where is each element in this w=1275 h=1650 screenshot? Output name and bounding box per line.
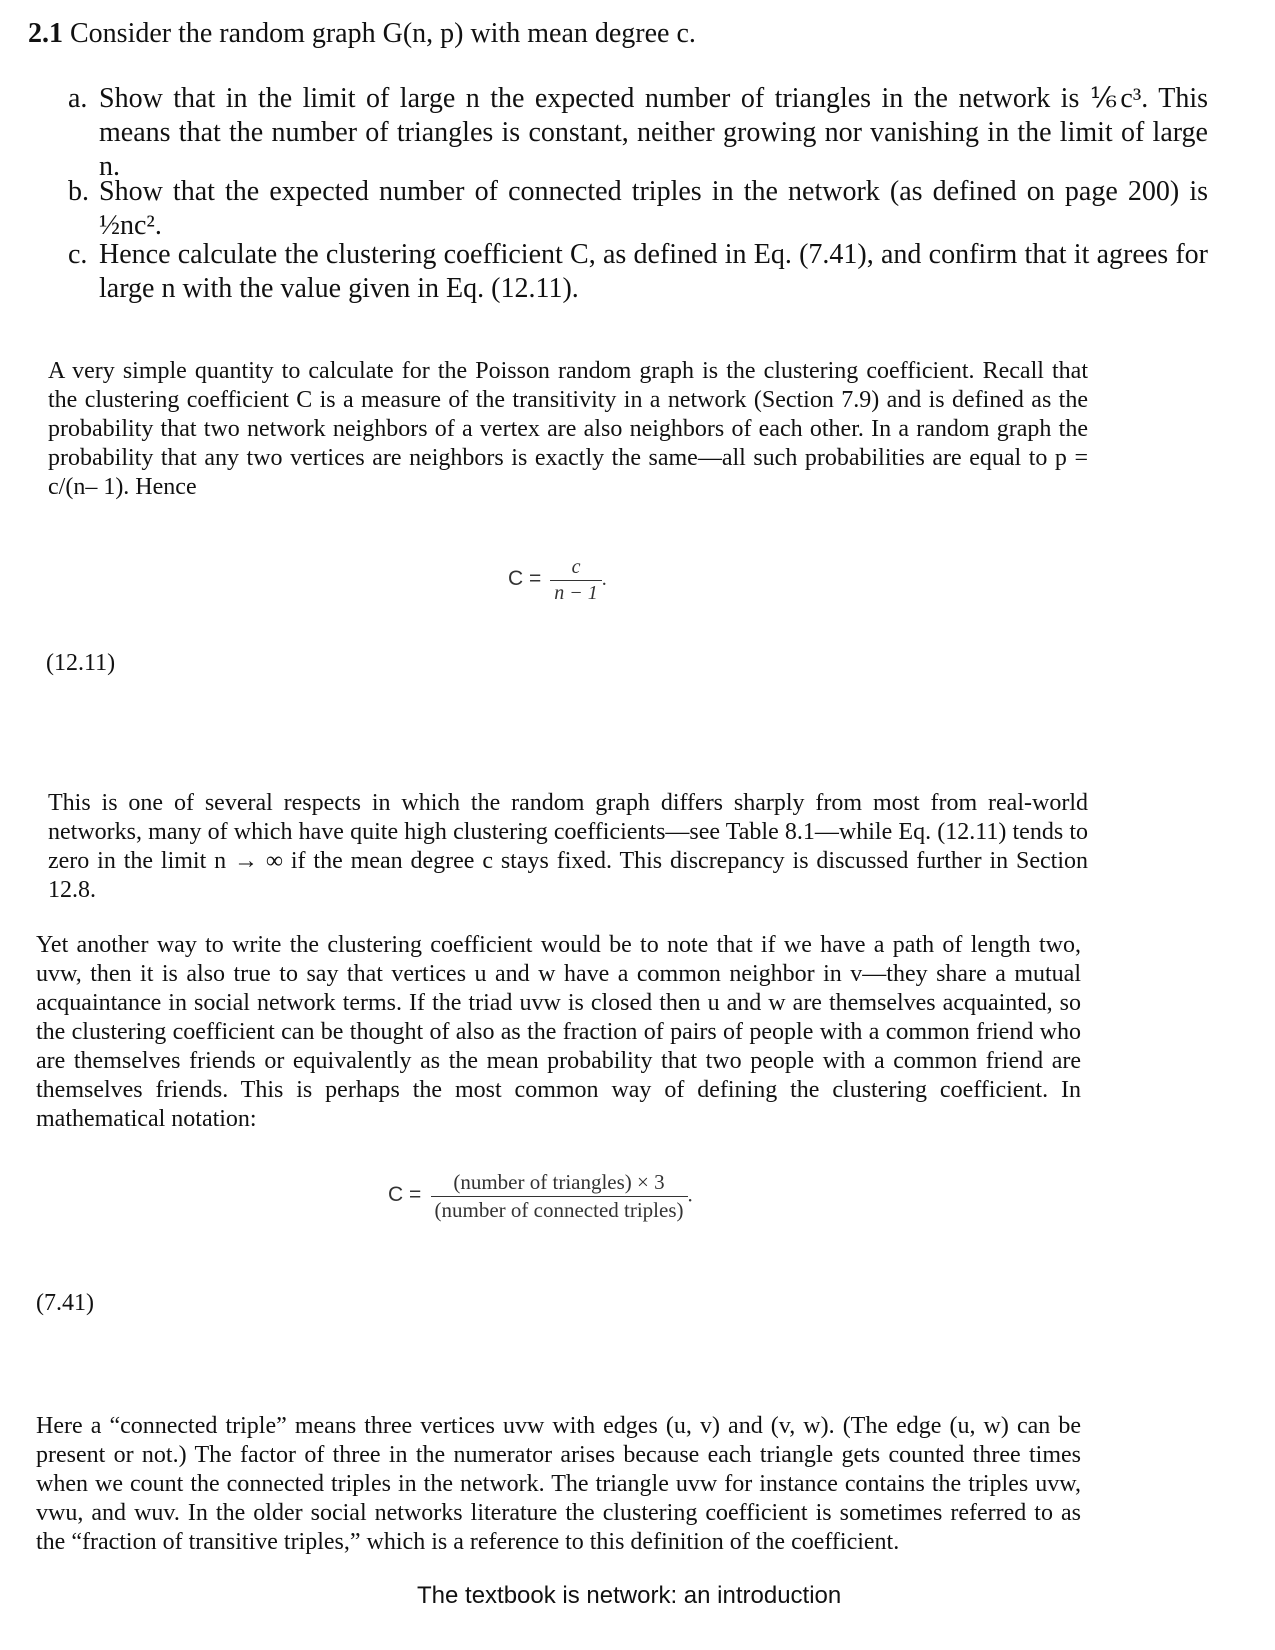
- item-label: b.: [68, 176, 89, 207]
- paragraph: Yet another way to write the clustering coefficient would be to note that if we have a path of length two, uvw, then it is also true to say that vertices u and w have a common neighbor in v—they share a mutual acquaintance in social network terms. If the triad uvw is closed then u and w are themselves acquainted, so the clustering coefficient can be thought of also as the fraction of pairs of people with a common friend who are themselves friends or equivalently as the mean probability that two people with a common friend are themselves friends. This is perhaps the most common way of defining the clustering coefficient. In mathematical notation:: [36, 932, 1081, 1132]
- fraction: [550, 556, 602, 605]
- item-label: c.: [68, 239, 88, 270]
- equation-period: .: [687, 1182, 693, 1207]
- item-text: Show that in the limit of large n the expected number of triangles in the network is ⅙c³. This means that the number of triangles is constant, neither growing nor vanishing in the limit of large n.: [99, 83, 1208, 182]
- item-text: Hence calculate the clustering coefficient C, as defined in Eq. (7.41), and confirm that it agrees for large n with the value given in Eq. (12.11).: [99, 239, 1208, 304]
- paragraph: Here a “connected triple” means three vertices uvw with edges (u, v) and (v, w). (The edge (u, w) can be present or not.) The factor of three in the numerator arises because each triangle gets counted three times when we count the connected triples in the network. The triangle uvw for instance contains the triples uvw, vwu, and wuv. In the older social networks literature the clustering coefficient is sometimes referred to as the “fraction of transitive triples,” which is a reference to this definition of the coefficient.: [36, 1413, 1081, 1555]
- equation-number: (7.41): [36, 1290, 94, 1316]
- fraction-numerator: c: [571, 556, 581, 578]
- caption: The textbook is network: an introduction: [417, 1582, 842, 1609]
- equation-7-41: [388, 1170, 693, 1223]
- list-item: [68, 82, 1208, 184]
- equation-period: .: [601, 568, 607, 591]
- fraction-denominator: n − 1: [550, 580, 602, 605]
- problem-heading: [28, 18, 1248, 50]
- equation-number: (12.11): [46, 650, 116, 676]
- list-item: [68, 238, 1208, 306]
- item-text: Show that the expected number of connected triples in the network (as defined on page 200) is ½nc².: [99, 176, 1208, 241]
- equation-12-11: [508, 556, 607, 605]
- paragraph: This is one of several respects in which the random graph differs sharply from most from real-world networks, many of which have quite high clustering coefficients—see Table 8.1—while Eq. (12.11) tends to zero in the limit n → ∞ if the mean degree c stays fixed. This discrepancy is discussed further in Section 12.8.: [48, 790, 1088, 903]
- equation-lhs: C =: [388, 1183, 422, 1207]
- fraction-denominator: (number of connected triples): [431, 1196, 688, 1223]
- equation-lhs: C =: [508, 567, 542, 591]
- fraction: [431, 1170, 688, 1223]
- fraction-numerator: (number of triangles) × 3: [453, 1170, 665, 1194]
- list-item: [68, 175, 1208, 243]
- problem-intro: Consider the random graph G(n, p) with mean degree c.: [70, 18, 696, 49]
- problem-number: 2.1: [28, 18, 63, 49]
- paragraph: A very simple quantity to calculate for the Poisson random graph is the clustering coefficient. Recall that the clustering coefficient C is a measure of the transitivity in a network (Section 7.9) and is defined as the probability that two network neighbors of a vertex are also neighbors of each other. In a random graph the probability that any two vertices are neighbors is exactly the same—all such probabilities are equal to p = c/(n– 1). Hence: [48, 358, 1088, 500]
- item-label: a.: [68, 83, 88, 114]
